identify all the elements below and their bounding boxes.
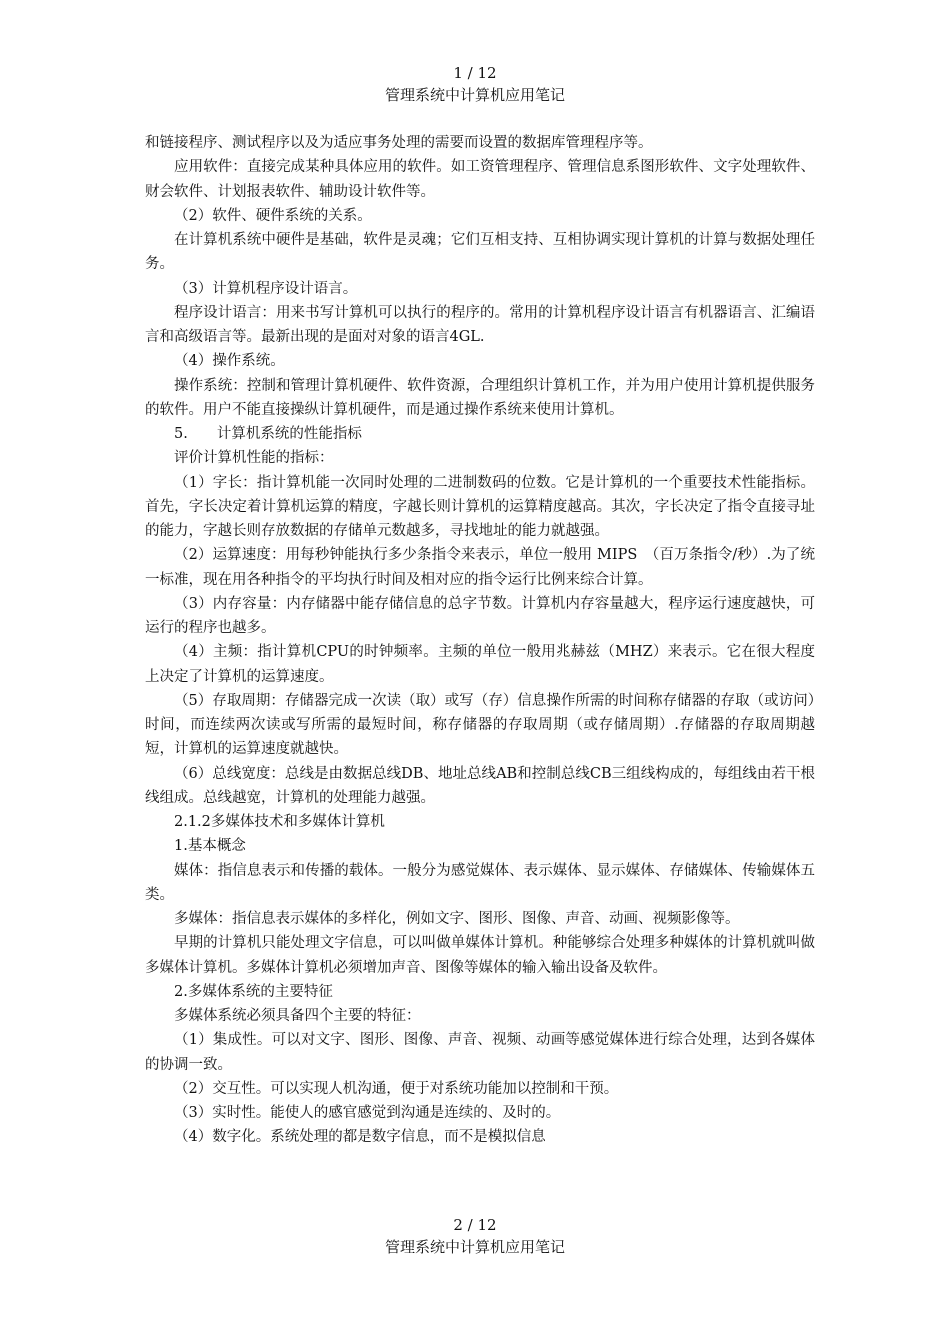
paragraph: 早期的计算机只能处理文字信息，可以叫做单媒体计算机。种能够综合处理多种媒体的计算机就叫做多媒体计算机。多媒体计算机必须增加声音、图像等媒体的输入输出设备及软件。 bbox=[145, 935, 815, 976]
paragraph: （2）软件、硬件系统的关系。 bbox=[174, 207, 372, 224]
paragraph: （1）字长：指计算机能一次同时处理的二进制数码的位数。它是计算机的一个重要技术性能指标。首先，字长决定着计算机运算的精度，字越长则计算机的运算精度越高。其次，字长决定了指令直接寻址的能力，字越长则存放数据的存储单元数越多，寻找地址的能力就越强。 bbox=[145, 474, 815, 539]
footer-title: 管理系统中计算机应用笔记 bbox=[384, 1238, 565, 1256]
paragraph: （3）实时性。能使人的感官感觉到沟通是连续的、及时的。 bbox=[174, 1105, 561, 1121]
subsection-heading: 2.多媒体系统的主要特征 bbox=[174, 983, 333, 1000]
paragraph: 在计算机系统中硬件是基础，软件是灵魂；它们互相支持、互相协调实现计算机的计算与数据处理任务。 bbox=[145, 232, 815, 273]
page-header bbox=[0, 62, 950, 106]
section-heading: 5. 计算机系统的性能指标 bbox=[174, 426, 362, 442]
paragraph: 和链接程序、测试程序以及为适应事务处理的需要而设置的数据库管理程序等。 bbox=[145, 135, 653, 151]
paragraph: 媒体：指信息表示和传播的载体。一般分为感觉媒体、表示媒体、显示媒体、存储媒体、传输媒体五类。 bbox=[145, 862, 815, 903]
subsection-heading: 1.基本概念 bbox=[174, 838, 246, 855]
paragraph: 多媒体系统必须具备四个主要的特征： bbox=[174, 1008, 421, 1024]
paragraph: （3）内存容量：内存储器中能存储信息的总字节数。计算机内存容量越大，程序运行速度越快，可运行的程序也越多。 bbox=[145, 595, 815, 636]
paragraph: （4）数字化。系统处理的都是数字信息，而不是模拟信息 bbox=[174, 1129, 546, 1146]
paragraph: （4）主频：指计算机CPU的时钟频率。主频的单位一般用兆赫兹（MHZ）来表示。它在很大程度上决定了计算机的运算速度。 bbox=[145, 644, 815, 685]
paragraph: 程序设计语言：用来书写计算机可以执行的程序的。常用的计算机程序设计语言有机器语言、汇编语言和高级语言等。最新出现的是面对对象的语言4GL. bbox=[145, 304, 815, 345]
page-footer bbox=[0, 1214, 950, 1258]
footer-page-number: 2 / 12 bbox=[453, 1216, 497, 1234]
section-heading: 2.1.2多媒体技术和多媒体计算机 bbox=[174, 814, 385, 830]
header-title: 管理系统中计算机应用笔记 bbox=[384, 86, 565, 104]
paragraph: （3）计算机程序设计语言。 bbox=[174, 280, 358, 297]
header-page-number: 1 / 12 bbox=[453, 64, 497, 82]
document-body bbox=[145, 131, 815, 1150]
paragraph: （2）交互性。可以实现人机沟通，便于对系统功能加以控制和干预。 bbox=[174, 1080, 619, 1097]
paragraph: （4）操作系统。 bbox=[174, 353, 285, 370]
paragraph: 应用软件：直接完成某种具体应用的软件。如工资管理程序、管理信息系图形软件、文字处理软件、财会软件、计划报表软件、辅助设计软件等。 bbox=[145, 159, 815, 200]
paragraph: （1）集成性。可以对文字、图形、图像、声音、视频、动画等感觉媒体进行综合处理，达到各媒体的协调一致。 bbox=[145, 1032, 815, 1073]
paragraph: 评价计算机性能的指标： bbox=[174, 450, 334, 467]
paragraph: （2）运算速度：用每秒钟能执行多少条指令来表示，单位一般用 MIPS （百万条指令/秒）.为了统一标准，现在用各种指令的平均执行时间及相对应的指令运行比例来综合计算。 bbox=[145, 547, 815, 588]
paragraph: 多媒体：指信息表示媒体的多样化，例如文字、图形、图像、声音、动画、视频影像等。 bbox=[174, 911, 740, 927]
paragraph: 操作系统：控制和管理计算机硬件、软件资源，合理组织计算机工作，并为用户使用计算机提供服务的软件。用户不能直接操纵计算机硬件，而是通过操作系统来使用计算机。 bbox=[145, 377, 815, 418]
paragraph: （6）总线宽度：总线是由数据总线DB、地址总线AB和控制总线CB三组线构成的，每组线由若干根线组成。总线越宽，计算机的处理能力越强。 bbox=[145, 765, 815, 806]
paragraph: （5）存取周期：存储器完成一次读（取）或写（存）信息操作所需的时间称存储器的存取（或访问）时间，而连续两次读或写所需的最短时间，称存储器的存取周期（或存储周期）.存储器的存取周期越短，计算机的运算速度就越快。 bbox=[145, 692, 815, 758]
